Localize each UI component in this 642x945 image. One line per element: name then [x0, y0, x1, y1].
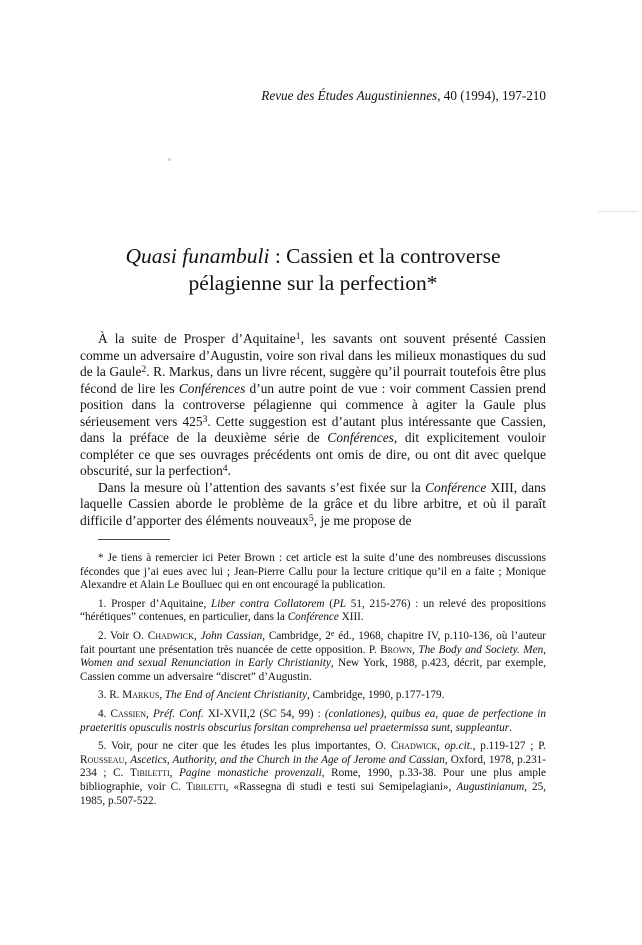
journal-header: Revue des Études Augustiniennes, 40 (1994), 197-210 — [261, 88, 546, 103]
footnote-4: 4. Cassien, Préf. Conf. XI-XVII,2 (SC 54, 99) : (conlationes), quibus ea, quae de perfectione in praeteritis opusculis nostris obscurius forsitan comprehensa uel praetermissa sunt, suppleantur. — [80, 707, 546, 734]
footnotes-section — [80, 552, 546, 808]
paragraph-2: Dans la mesure où l’attention des savants s’est fixée sur la Conférence XIII, dans laquelle Cassien aborde le problème de la grâce et du libre arbitre, et où il paraît difficile d’apporter des éléments nouveaux$^5$, je me propose de — [80, 479, 546, 528]
article-body — [80, 331, 546, 529]
article-title — [80, 243, 546, 297]
footnote-separator-rule — [98, 539, 170, 540]
article-title-line-1: Quasi funambuli : Cassien et la controverse — [125, 244, 501, 268]
paragraph-1: À la suite de Prosper d’Aquitaine$^1$, les savants ont souvent présenté Cassien comme un adversaire d’Augustin, voire son rival dans les milieux monastiques du sud de la Gaule$^2$. R. Markus, dans un livre récent, suggère qu’il pourrait toutefois être plus fécond de lire les Conférences d’un autre point de vue : voir comment Cassien prend position dans la controverse pélagienne qui commence à agiter la Gaule plus sérieusement vers $425^3$. Cette suggestion est d’autant plus intéressante que Cassien, dans la préface de la deuxième série de Conférences, dit explicitement vouloir compléter ce que ses ouvrages précédents ont omis de dire, ou ont dit avec quelque obscurité, sur la perfection$^4$. — [80, 331, 547, 478]
footnote-5: 5. Voir, pour ne citer que les études les plus importantes, O. Chadwick, op.cit., p.119-127 ; P. Rousseau, Ascetics, Authority, and the Church in the Age of Jerome and Cassian, Oxford, 1978, p.231-234 ; C. Tibiletti, Pagine monastiche provenzali, Rome, 1990, p.33-38. Pour une plus ample bibliographie, voir C. Tibiletti, «Rassegna di studi e testi sui Semipelagiani», Augustinianum, 25, 1985, p.507-522. — [80, 740, 547, 807]
footnote-3: 3. R. Markus, The End of Ancient Christianity, Cambridge, 1990, p.177-179. — [98, 689, 445, 702]
scanned-article-page — [80, 0, 546, 813]
article-title-line-2: pélagienne sur la perfection* — [188, 271, 438, 295]
footnote-2: 2. Voir O. Chadwick, John Cassian, Cambridge, 2e éd., 1968, chapitre IV, p.110-136, où l’auteur fait pourtant une présentation très nuancée de cette opposition. P. Brown, The Body and Society. Men, Women and sexual Renunciation in Early Christianity, New York, 1988, p.423, décrit, par exemple, Cassien comme un adversaire “discret” d’Augustin. — [80, 628, 547, 683]
footnote-1: 1. Prosper d’Aquitaine, Liber contra Collatorem (PL 51, 215-276) : un relevé des propositions “hérétiques” contenues, en particulier, dans la Conférence XIII. — [80, 597, 546, 624]
scan-artifact-dash — [598, 211, 638, 212]
footnote-star: * Je tiens à remercier ici Peter Brown : cet article est la suite d’une des nombreuses discussions fécondes que j’ai eues avec lui ; Jean-Pierre Callu pour la lecture critique qu’il en a faite ; Monique Alexandre et Alain Le Boulluec qui en ont encouragé la publication. — [80, 552, 546, 592]
